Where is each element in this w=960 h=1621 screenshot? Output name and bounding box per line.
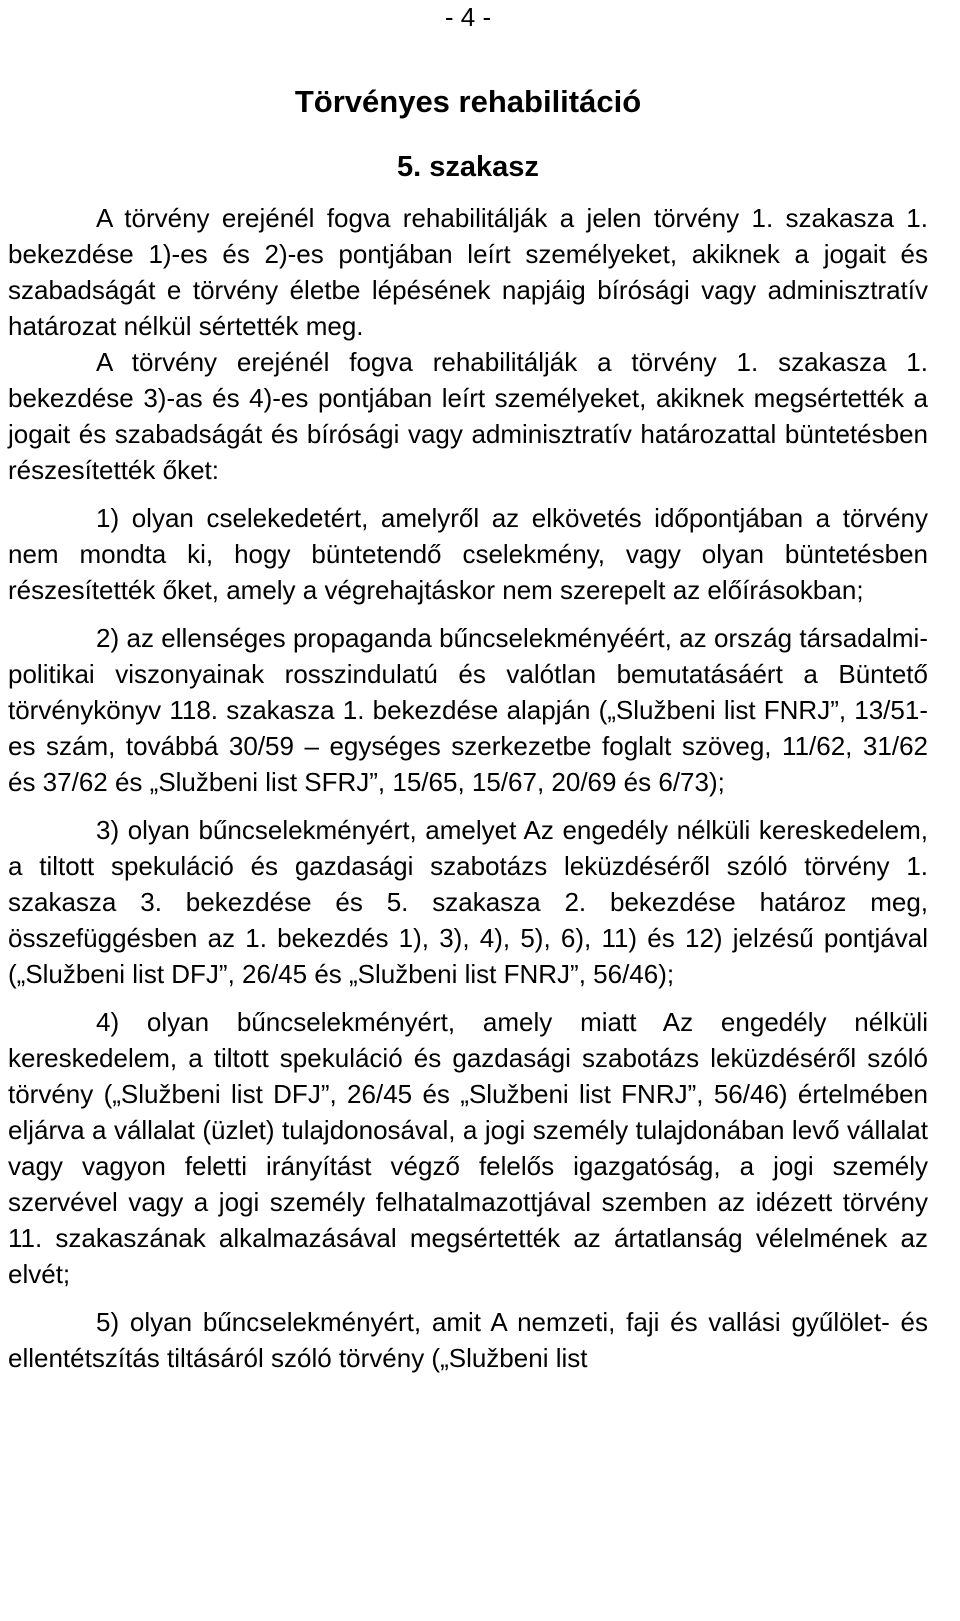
document-body xyxy=(8,200,928,1376)
list-item-5: 5) olyan bűncselekményért, amit A nemzeti, faji és vallási gyűlölet- és ellentétszítás tiltásáról szóló törvény („Službeni list xyxy=(8,1307,928,1373)
list-item-1: 1) olyan cselekedetért, amelyről az elkövetés időpontjában a törvény nem mondta ki, hogy büntetendő cselekmény, vagy olyan büntetésben részesítették őket, amely a végrehajtáskor nem szerepelt az előírásokban; xyxy=(8,503,928,605)
paragraph-1: A törvény erejénél fogva rehabilitálják a jelen törvény 1. szakasza 1. bekezdése 1)-es és 2)-es pontjában leírt személyeket, akiknek a jogait és szabadságát e törvény életbe lépésének napjáig bírósági vagy adminisztratív határozat nélkül sértették meg. xyxy=(8,203,928,341)
document-title: Törvényes rehabilitáció xyxy=(294,84,642,119)
list-item-4: 4) olyan bűncselekményért, amely miatt Az engedély nélküli kereskedelem, a tiltott spekuláció és gazdasági szabotázs leküzdéséről szóló törvény („Službeni list DFJ”, 26/45 és „Službeni list FNRJ”, 56/46) értelmében eljárva a vállalat (üzlet) tulajdonosával, a jogi személy tulajdonában levő vállalat vagy vagyon feletti irányítást végző felelős igazgatóság, a jogi személy szervével vagy a jogi személy felhatalmazottjával szemben az idézett törvény 11. szakaszának alkalmazásával megsértették az ártatlanság vélelmének az elvét; xyxy=(8,1007,928,1289)
list-item-3: 3) olyan bűncselekményért, amelyet Az engedély nélküli kereskedelem, a tiltott spekuláció és gazdasági szabotázs leküzdéséről szóló törvény 1. szakasza 3. bekezdése és 5. szakasza 2. bekezdése határoz meg, összefüggésben az 1. bekezdés 1), 3), 4), 5), 6), 11) és 12) jelzésű pontjával („Službeni list DFJ”, 26/45 és „Službeni list FNRJ”, 56/46); xyxy=(8,815,928,989)
paragraph-2: A törvény erejénél fogva rehabilitálják a törvény 1. szakasza 1. bekezdése 3)-as és 4)-es pontjában leírt személyeket, akiknek megsértették a jogait és szabadságát és bírósági vagy adminisztratív határozattal büntetésben részesítették őket: xyxy=(8,347,928,485)
page-number: - 4 - xyxy=(444,2,492,32)
section-heading: 5. szakasz xyxy=(397,151,539,183)
list-item-2: 2) az ellenséges propaganda bűncselekményéért, az ország társadalmi-politikai viszonyainak rosszindulatú és valótlan bemutatásáért a Büntető törvénykönyv 118. szakasza 1. bekezdése alapján („Službeni list FNRJ”, 13/51-es szám, továbbá 30/59 – egységes szerkezetbe foglalt szöveg, 11/62, 31/62 és 37/62 és „Službeni list SFRJ”, 15/65, 15/67, 20/69 és 6/73); xyxy=(8,623,928,797)
